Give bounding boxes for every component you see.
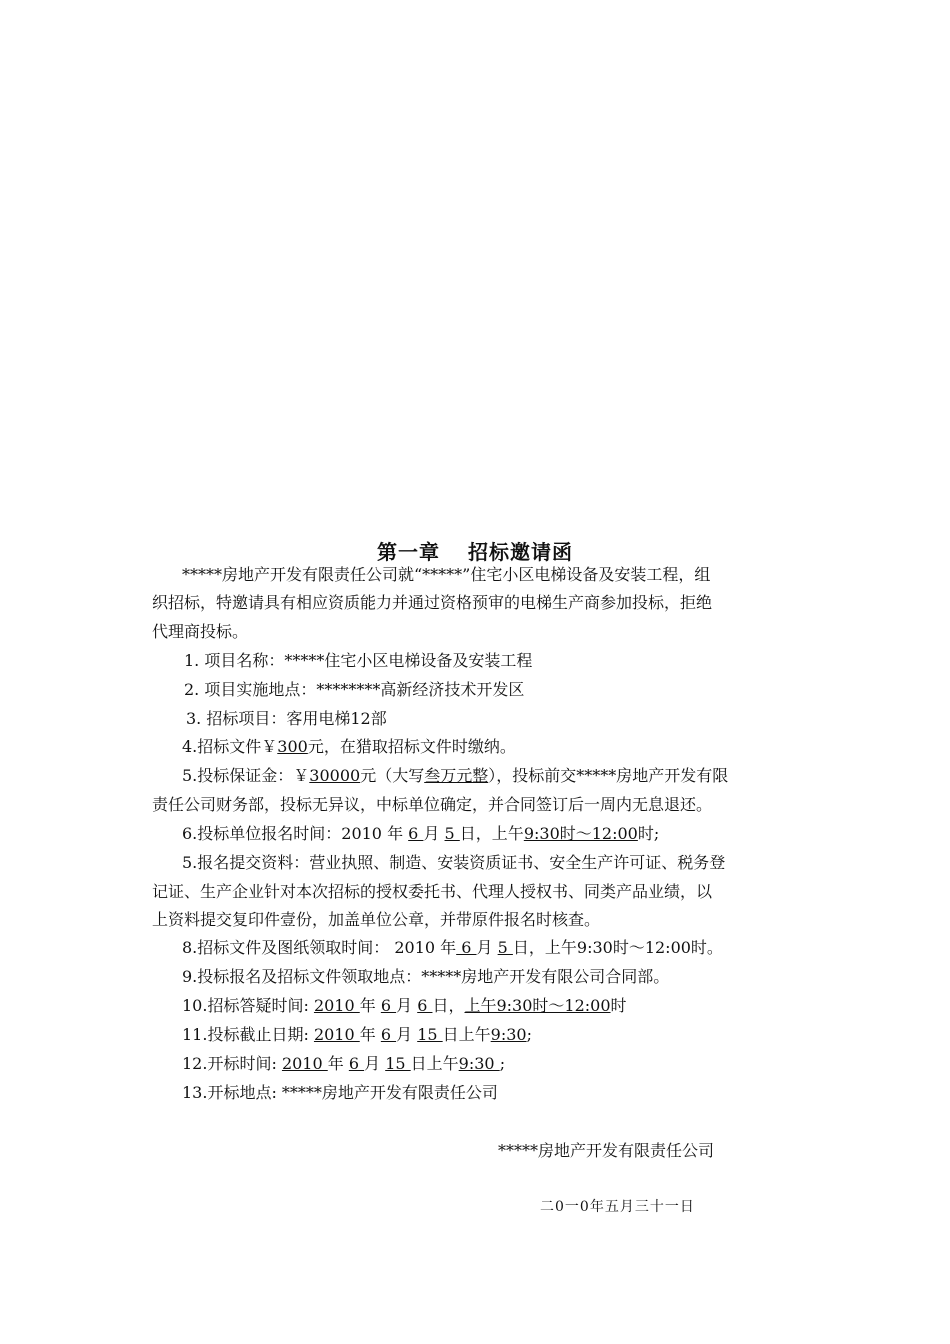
intro-line-1: *****房地产开发有限责任公司就“*****”住宅小区电梯设备及安装工程，组 — [182, 565, 711, 584]
signature-company: *****房地产开发有限责任公司 — [498, 1141, 715, 1160]
item-12: 12.开标时间: 2010 年 6 月 15 日上午9:30 ; — [182, 1054, 506, 1073]
deposit-value: 30000 — [309, 766, 361, 785]
item-2: 2. 项目实施地点：********高新经济技术开发区 — [184, 680, 525, 699]
item-4: 4.招标文件￥300元，在猎取招标文件时缴纳。 — [182, 737, 516, 756]
chapter-number: 第一章 — [377, 540, 440, 564]
item-7-line-3: 上资料提交复印件壹份，加盖单位公章，并带原件报名时核查。 — [152, 910, 601, 929]
item-8: 8.招标文件及图纸领取时间： 2010 年 6 月 5 日，上午9:30时～12:00时。 — [182, 938, 723, 957]
item-1: 1. 项目名称：*****住宅小区电梯设备及安装工程 — [184, 651, 533, 670]
signature-date: 二0一0年五月三十一日 — [540, 1199, 695, 1215]
item-10: 10.招标答疑时间: 2010 年 6 月 6 日，上午9:30时～12:00时 — [182, 996, 627, 1015]
item-9: 9.投标报名及招标文件领取地点：*****房地产开发有限公司合同部。 — [182, 967, 670, 986]
deposit-words: 叁万元整 — [424, 766, 489, 785]
item-5: 5.投标保证金：￥30000元（大写叁万元整），投标前交*****房地产开发有限 — [182, 766, 729, 785]
item-3: 3. 招标项目：客用电梯12部 — [186, 709, 387, 728]
item-13: 13.开标地点: *****房地产开发有限责任公司 — [182, 1083, 498, 1102]
chapter-name: 招标邀请函 — [468, 540, 573, 564]
item-7-line-2: 记证、生产企业针对本次招标的授权委托书、代理人授权书、同类产品业绩，以 — [152, 882, 713, 901]
page-title — [0, 536, 950, 565]
fee-value: 300 — [277, 737, 308, 756]
item-7-line-1: 5.报名提交资料：营业执照、制造、安装资质证书、安全生产许可证、税务登 — [182, 853, 726, 872]
intro-line-2: 织招标，特邀请具有相应资质能力并通过资格预审的电梯生产商参加投标，拒绝 — [152, 593, 713, 612]
intro-line-3: 代理商投标。 — [152, 622, 249, 641]
item-6: 6.投标单位报名时间：2010 年 6 月 5 日，上午9:30时～12:00时; — [182, 824, 660, 843]
item-5-continued: 责任公司财务部，投标无异议，中标单位确定，并合同签订后一周内无息退还。 — [152, 795, 713, 814]
item-11: 11.投标截止日期: 2010 年 6 月 15 日上午9:30; — [182, 1025, 532, 1044]
